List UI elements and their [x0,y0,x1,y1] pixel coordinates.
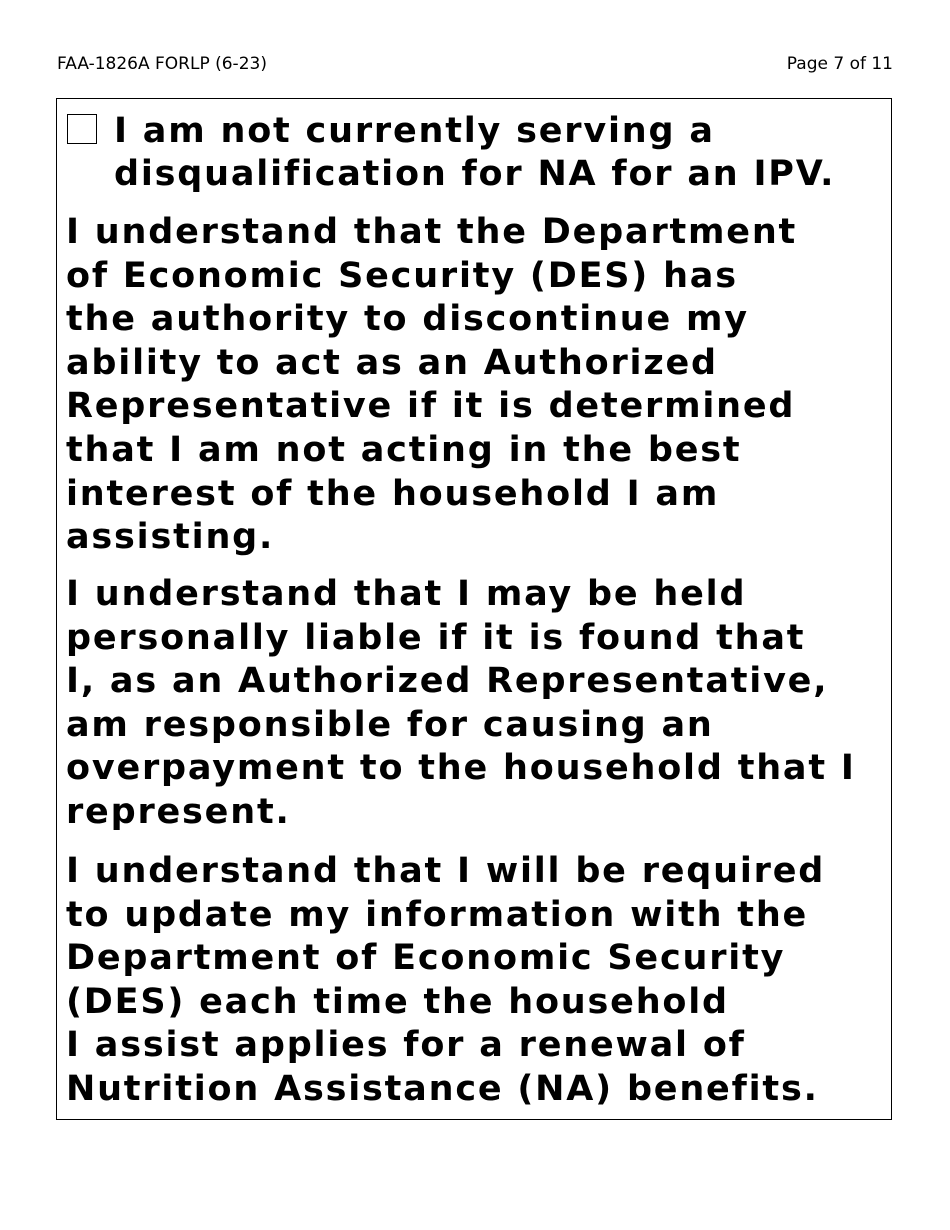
form-id: FAA-1826A FORLP (6-23) [57,54,267,74]
update-information-paragraph: I understand that I will be required to update my information with the Department of Economic Security (DES) each time the household I assist applies for a renewal of Nutrition Assistance (NA) benefits. [66,851,826,1109]
ipv-disqualification-label: I am not currently serving a disqualification for NA for an IPV. [114,111,836,194]
attestation-box [56,98,892,1120]
personal-liability-paragraph: I understand that I may be held personally liable if it is found that I, as an Authorized Representative, am responsible for causing an overpayment to the household that I represent. [66,574,856,832]
ipv-disqualification-checkbox[interactable] [67,114,97,144]
des-authority-paragraph: I understand that the Department of Economic Security (DES) has the authority to discontinue my ability to act as an Authorized Representative if it is determined that I am not acting in the best interest of the household I am assisting. [66,212,798,558]
page-number: Page 7 of 11 [786,54,893,74]
